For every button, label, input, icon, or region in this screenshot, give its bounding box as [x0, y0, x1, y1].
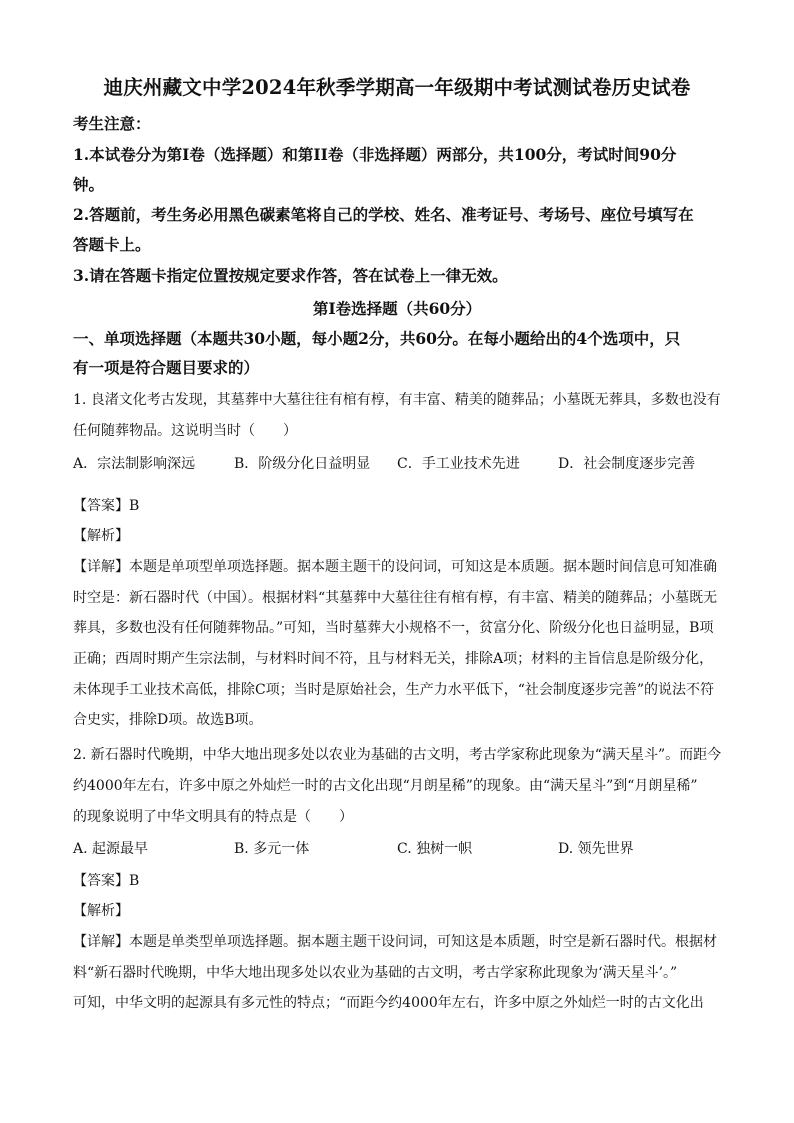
section-title: 第Ⅰ卷选择题（共60分） [312, 299, 482, 318]
detail-line: 【详解】本题是单类型单项选择题。据本题主题干设问词，可知这是本质题，时空是新石器时代。根据材 [73, 934, 717, 950]
analysis-label: 【解析】 [73, 528, 129, 544]
detail-line: 料“新石器时代晚期，中华大地出现多处以农业为基础的古文明，考古学家称此现象为‘满天星斗’。” [73, 965, 678, 981]
option-d: D. 领先世界 [558, 841, 634, 857]
notice-line: 钟。 [73, 175, 105, 194]
option-d: D．社会制度逐步完善 [558, 456, 696, 472]
answer-label: 【答案】B [73, 498, 140, 514]
option-b: B．阶级分化日益明显 [234, 456, 371, 472]
detail-line: 【详解】本题是单项型单项选择题。据本题主题干的设问词，可知这是本质题。据本题时间信息可知准确 [73, 559, 717, 575]
detail-line: 未体现手工业技术高低，排除C项；当时是原始社会，生产力水平低下，“社会制度逐步完善”的说法不符 [73, 682, 715, 698]
option-c: C. 独树一帜 [397, 841, 473, 857]
notice-line: 2.答题前，考生务必用黑色碳素笔将自己的学校、姓名、准考证号、考场号、座位号填写在 [73, 205, 694, 224]
question-1-stem: 1. 良渚文化考古发现，其墓葬中大墓往往有棺有椁，有丰富、精美的随葬品；小墓既无葬具，多数也没有 [73, 392, 721, 408]
notice-line: 答题卡上。 [73, 235, 151, 254]
detail-line: 合史实，排除D项。故选B项。 [73, 712, 263, 728]
part-heading: 一、单项选择题（本题共30小题，每小题2分，共60分。在每小题给出的4个选项中，只 [73, 329, 681, 348]
option-a: A. 起源最早 [73, 841, 149, 857]
analysis-label: 【解析】 [73, 903, 129, 919]
detail-line: 正确；西周时期产生宗法制，与材料时间不符，且与材料无关，排除A项；材料的主旨信息是阶级分化， [73, 651, 714, 667]
exam-title: 迪庆州藏文中学2024年秋季学期高一年级期中考试测试卷历史试卷 [103, 76, 691, 99]
question-2-stem: 约4000年左右，许多中原之外灿烂一时的古文化出现“月朗星稀”的现象。由“满天星斗”到“月朗星稀” [73, 778, 698, 794]
detail-line: 葬具，多数也没有任何随葬物品。”可知，当时墓葬大小规格不一，贫富分化、阶级分化也日益明显，B项 [73, 620, 714, 636]
notice-heading: 考生注意： [73, 114, 151, 133]
question-2-stem: 的现象说明了中华文明具有的特点是（ ） [73, 809, 353, 825]
option-c: C．手工业技术先进 [397, 456, 520, 472]
question-2-stem: 2. 新石器时代晚期，中华大地出现多处以农业为基础的古文明，考古学家称此现象为“满天星斗”。而距今 [73, 747, 722, 763]
option-a: A．宗法制影响深远 [73, 456, 196, 472]
detail-line: 时空是：新石器时代（中国）。根据材料“其墓葬中大墓往往有棺有椁，有丰富、精美的随葬品；小墓既无 [73, 590, 718, 606]
detail-line: 可知，中华文明的起源具有多元性的特点；“而距今约4000年左右，许多中原之外灿烂一时的古文化出 [73, 995, 704, 1011]
notice-line: 3.请在答题卡指定位置按规定要求作答，答在试卷上一律无效。 [73, 266, 508, 285]
notice-line: 1.本试卷分为第Ⅰ卷（选择题）和第II卷（非选择题）两部分，共100分，考试时间90分 [73, 145, 677, 164]
answer-label: 【答案】B [73, 873, 140, 889]
part-heading: 有一项是符合题目要求的） [73, 358, 260, 377]
question-1-stem: 任何随葬物品。这说明当时（ ） [73, 423, 297, 439]
option-b: B. 多元一体 [234, 841, 310, 857]
